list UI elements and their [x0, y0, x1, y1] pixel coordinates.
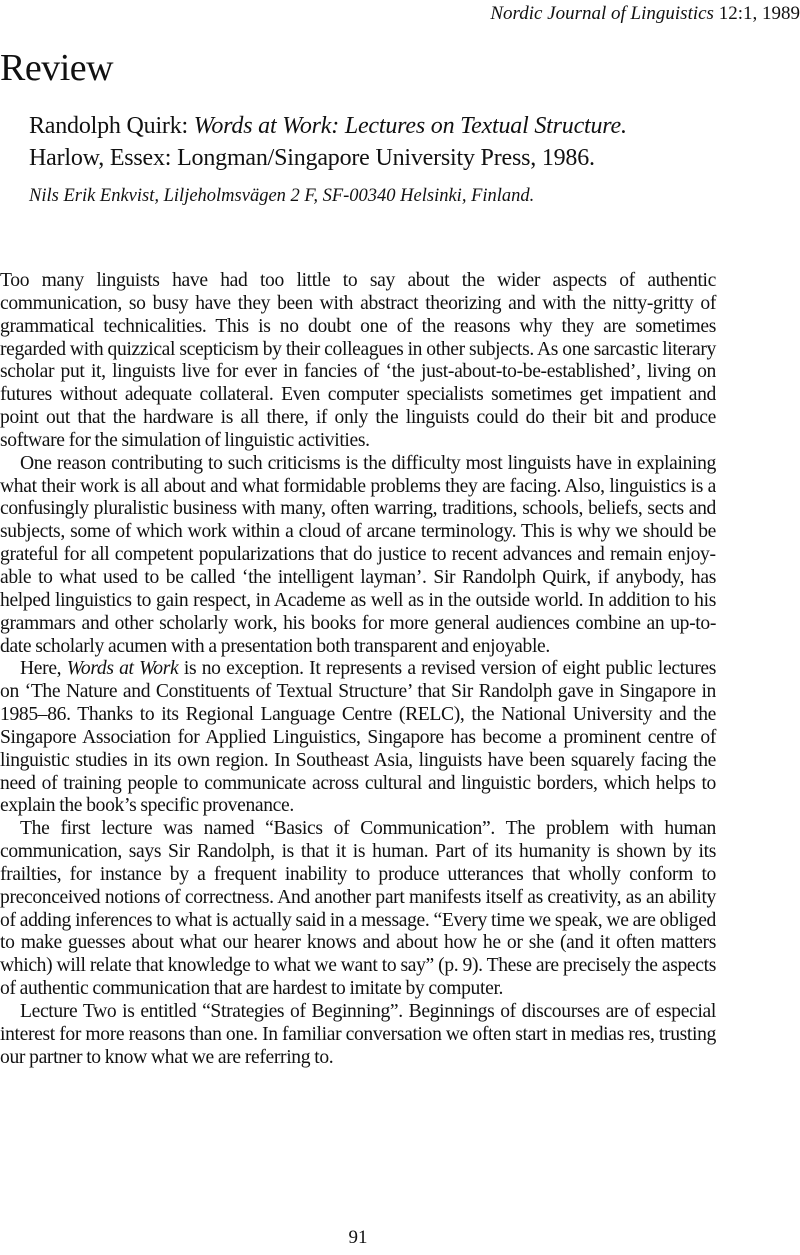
paragraph-3 [0, 658, 716, 818]
paragraph-4: The first lecture was named “Basics of Communication”. The problem with human communication, says Sir Randolph, is that it is human. Part of its humanity is shown by its frailties, for instance by a frequent inability to produce utterances that wholly conform to preconceived notions of correctness. And another part manifests itself as creativity, as an ability of adding inferences to what is actually said in a message. “Every time we speak, we are obliged to make guesses about what our hearer knows and about how he or she (and it often matters which) will relate that knowledge to what we want to say” (p. 9). These are precisely the aspects of authentic communication that are hardest to imitate by computer. [0, 818, 716, 1000]
paragraph-2: One reason contributing to such criticisms is the difficulty most linguists have in explaining what their work is all about and what formidable problems they are facing. Also, linguistics is a confusingly pluralistic business with many, often warring, traditions, schools, beliefs, sects and subjects, some of which work within a cloud of arcane terminology. This is why we should be grateful for all competent popularizations that do justice to recent advances and remain enjoyable to what used to be called ‘the intelligent layman’. Sir Randolph Quirk, if anybody, has helped linguistics to gain respect, in Academe as well as in the outside world. In addition to his grammars and other scholarly work, his books for more general audiences combine an up-to-date scholarly acumen with a presentation both transparent and enjoyable. [0, 452, 716, 657]
reviewer-affiliation: Nils Erik Enkvist, Liljeholmsvägen 2 F, SF-00340 Helsinki, Finland. [29, 186, 535, 206]
book-citation [29, 110, 729, 174]
book-title-inline: Words at Work [66, 658, 179, 680]
review-body [0, 270, 716, 1070]
section-title: Review [0, 47, 114, 89]
book-author: Randolph Quirk: [29, 113, 194, 139]
volume-issue-year: 12:1, 1989 [718, 3, 800, 24]
paragraph-3-lead: Here, [20, 658, 67, 680]
citation-line-1 [29, 110, 729, 142]
paragraph-5: Lecture Two is entitled “Strategies of Beginning”. Beginnings of discourses are of especial interest for more reasons than one. In familiar conversation we often start in medias res, trusting our partner to know what we are referring to. [0, 1001, 716, 1068]
paragraph-1: Too many linguists have had too little to say about the wider aspects of authentic communication, so busy have they been with abstract theorizing and with the nitty-gritty of grammatical technicalities. This is no doubt one of the reasons why they are sometimes regarded with quizzical scepticism by their colleagues in other subjects. As one sarcastic literary scholar put it, linguists live for ever in fancies of ‘the just-about-to-be-established’, living on futures without adequate collateral. Even computer specialists sometimes get impatient and point out that the hardware is all there, if only the linguists could do their bit and produce software for the simulation of linguistic activities. [0, 270, 716, 451]
paragraph-3-rest: is no exception. It represents a revised version of eight public lectures on ‘The Nature and Constituents of Textual Structure’ that Sir Randolph gave in Singapore in 1985–86. Thanks to its Regional Language Centre (RELC), the National University and the Singapore Association for Applied Linguistics, Singapore has become a prominent centre of linguistic studies in its own region. In Southeast Asia, linguists have been squarely facing the need of training people to communicate across cultural and linguistic borders, which helps to explain the book’s specific provenance. [0, 658, 716, 817]
journal-name: Nordic Journal of Linguistics [490, 3, 714, 24]
publisher-line: Harlow, Essex: Longman/Singapore University Press, 1986. [29, 145, 595, 171]
running-head [490, 2, 800, 26]
book-title: Words at Work: Lectures on Textual Structure. [193, 113, 627, 139]
page-number: 91 [348, 1227, 368, 1248]
